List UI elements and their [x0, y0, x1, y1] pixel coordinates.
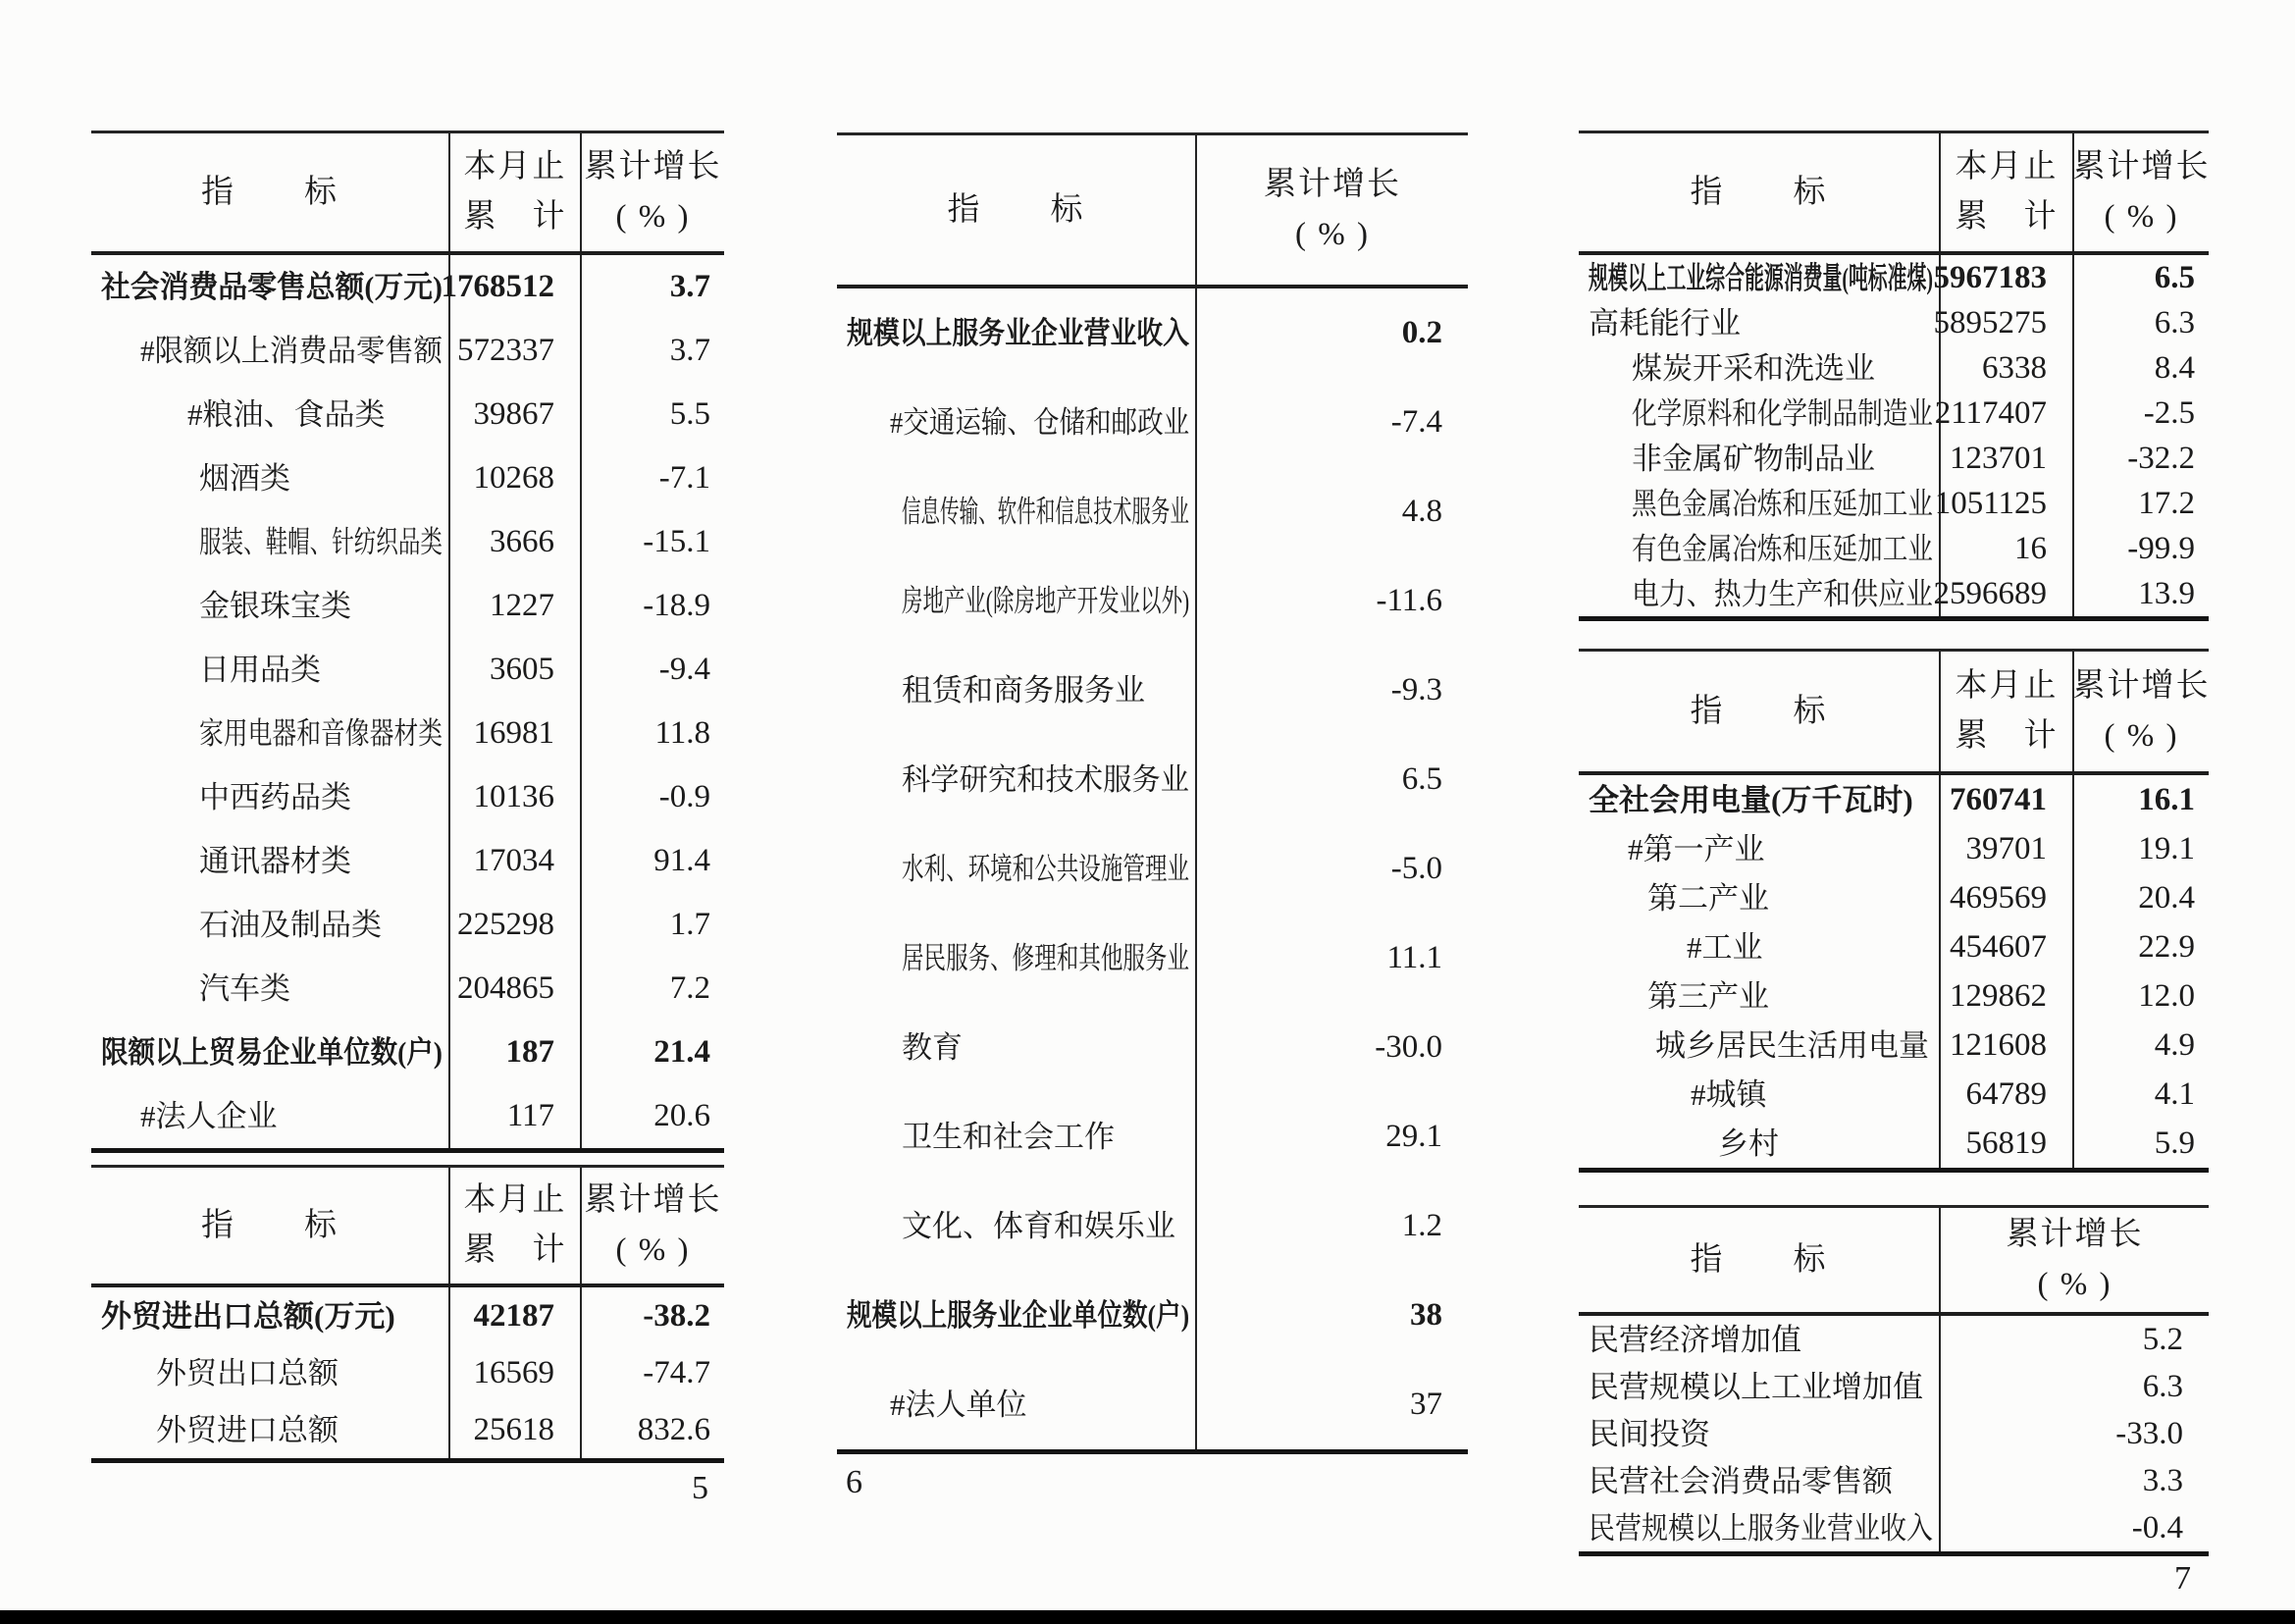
table-row — [1579, 1070, 2209, 1119]
table-row — [1579, 1119, 2209, 1168]
header-cell: 本月止 累 计 — [1939, 652, 2072, 771]
row-label: 化学原料和化学制品制造业 — [1632, 395, 1933, 431]
table-body — [91, 255, 724, 1148]
header-cell: 指 标 — [201, 174, 339, 210]
row-value: 11.8 — [580, 702, 724, 765]
row-value: 1051125 — [1939, 481, 2072, 526]
row-value: 121608 — [1939, 1021, 2072, 1070]
table-body — [91, 1287, 724, 1458]
page-number-left: 5 — [692, 1470, 708, 1506]
row-value: 832.6 — [580, 1401, 724, 1458]
table-row — [91, 319, 724, 383]
row-value: 29.1 — [1195, 1092, 1468, 1181]
table-row — [837, 288, 1468, 378]
table-row — [91, 1287, 724, 1344]
row-value: 6.3 — [1939, 1363, 2209, 1410]
row-label: #法人单位 — [890, 1388, 1027, 1422]
row-label: 外贸进出口总额(万元) — [101, 1298, 395, 1334]
row-value: 20.4 — [2072, 873, 2209, 922]
row-label: 信息传输、软件和信息技术服务业 — [902, 495, 1189, 529]
row-value: 3.7 — [580, 255, 724, 319]
row-label: 租赁和商务服务业 — [902, 673, 1145, 707]
row-value: 38 — [1195, 1271, 1468, 1360]
row-value: -74.7 — [580, 1344, 724, 1401]
table-row — [91, 446, 724, 510]
table-row — [91, 1401, 724, 1458]
table-header — [1579, 1208, 2209, 1316]
table-row — [1579, 1021, 2209, 1070]
table-body — [1579, 1316, 2209, 1551]
table-row — [1579, 1504, 2209, 1551]
row-value: -33.0 — [1939, 1410, 2209, 1457]
row-value: 1227 — [448, 574, 580, 638]
row-label: 第三产业 — [1647, 978, 1769, 1014]
row-value: 3666 — [448, 510, 580, 574]
table-body — [1579, 255, 2209, 616]
row-label: 通讯器材类 — [199, 844, 351, 878]
row-label: 水利、环境和公共设施管理业 — [902, 852, 1189, 886]
header-cell: 累计增长 ( % ) — [2072, 652, 2209, 771]
table-row — [1579, 526, 2209, 571]
header-cell: 指 标 — [1690, 1241, 1828, 1278]
row-value: 10136 — [448, 765, 580, 829]
row-value: -9.3 — [1195, 646, 1468, 735]
table-row — [1579, 1410, 2209, 1457]
row-value: 21.4 — [580, 1021, 724, 1084]
table-foreign-trade — [91, 1165, 724, 1463]
row-label: 电力、热力生产和供应业 — [1632, 576, 1933, 611]
row-value: 1.2 — [1195, 1181, 1468, 1271]
row-label: #法人企业 — [140, 1099, 278, 1133]
table-body — [837, 288, 1468, 1449]
row-value: -32.2 — [2072, 436, 2209, 481]
row-label: 日用品类 — [199, 653, 321, 687]
row-label: 民营社会消费品零售额 — [1589, 1463, 1893, 1498]
row-label: 文化、体育和娱乐业 — [902, 1209, 1175, 1243]
table-row — [837, 556, 1468, 646]
table-header — [91, 1168, 724, 1287]
row-label: 民营经济增加值 — [1589, 1322, 1801, 1357]
table-services-revenue — [837, 132, 1468, 1454]
table-body — [1579, 775, 2209, 1168]
row-value: -5.0 — [1195, 824, 1468, 914]
row-label: 房地产业(除房地产开发业以外) — [902, 584, 1190, 618]
row-label: 卫生和社会工作 — [902, 1120, 1115, 1154]
row-value: 42187 — [448, 1287, 580, 1344]
table-row — [837, 1271, 1468, 1360]
row-value: 22.9 — [2072, 922, 2209, 971]
row-value: 8.4 — [2072, 345, 2209, 391]
row-value: 454607 — [1939, 922, 2072, 971]
table-row — [1579, 481, 2209, 526]
row-label: 乡村 — [1718, 1126, 1779, 1161]
row-label: 煤炭开采和洗选业 — [1632, 350, 1875, 386]
header-cell: 累计增长 ( % ) — [2072, 133, 2209, 251]
row-label: 社会消费品零售总额(万元) — [101, 270, 443, 304]
table-row — [837, 378, 1468, 467]
table-row — [91, 1021, 724, 1084]
row-label: 民营规模以上服务业营业收入 — [1589, 1510, 1934, 1545]
row-value: 7.2 — [580, 957, 724, 1021]
row-label: 汽车类 — [199, 971, 290, 1006]
row-value: 123701 — [1939, 436, 2072, 481]
table-row — [91, 957, 724, 1021]
table-row — [1579, 873, 2209, 922]
table-row — [91, 510, 724, 574]
row-value: 6.5 — [1195, 735, 1468, 824]
row-value: 129862 — [1939, 971, 2072, 1021]
table-row — [91, 383, 724, 446]
row-value: -18.9 — [580, 574, 724, 638]
row-value: 37 — [1195, 1360, 1468, 1449]
row-value: -0.4 — [1939, 1504, 2209, 1551]
row-label: 民营规模以上工业增加值 — [1589, 1369, 1923, 1404]
row-value: -99.9 — [2072, 526, 2209, 571]
row-value: 225298 — [448, 893, 580, 957]
table-row — [1579, 1363, 2209, 1410]
table-row — [1579, 1316, 2209, 1363]
header-cell: 本月止 累 计 — [448, 1168, 580, 1283]
row-value: 572337 — [448, 319, 580, 383]
row-value: -0.9 — [580, 765, 724, 829]
row-value: 4.8 — [1195, 467, 1468, 556]
row-label: 服装、鞋帽、针纺织品类 — [199, 525, 443, 559]
row-value: 5.5 — [580, 383, 724, 446]
table-row — [1579, 971, 2209, 1021]
table-row — [91, 829, 724, 893]
row-label: 石油及制品类 — [199, 908, 382, 942]
row-label: 外贸出口总额 — [156, 1355, 339, 1390]
row-value: 1768512 — [448, 255, 580, 319]
row-value: 13.9 — [2072, 571, 2209, 616]
row-value: 19.1 — [2072, 824, 2209, 873]
row-label: 非金属矿物制品业 — [1632, 441, 1875, 476]
row-label: 规模以上服务业企业单位数(户) — [847, 1298, 1190, 1333]
table-electricity-usage — [1579, 649, 2209, 1173]
table-row — [837, 735, 1468, 824]
row-value: -7.4 — [1195, 378, 1468, 467]
row-label: 城乡居民生活用电量 — [1655, 1027, 1929, 1063]
table-energy-consumption — [1579, 131, 2209, 621]
row-label: 金银珠宝类 — [199, 589, 351, 623]
row-label: 规模以上服务业企业营业收入 — [847, 316, 1189, 350]
table-header — [91, 133, 724, 255]
row-value: 64789 — [1939, 1070, 2072, 1119]
row-value: -9.4 — [580, 638, 724, 702]
table-header — [837, 135, 1468, 288]
row-value: 16981 — [448, 702, 580, 765]
table-row — [91, 255, 724, 319]
row-label: #交通运输、仓储和邮政业 — [890, 405, 1190, 440]
table-row — [1579, 391, 2209, 436]
table-row — [91, 1084, 724, 1148]
table-private-economy — [1579, 1205, 2209, 1556]
row-value: 2117407 — [1939, 391, 2072, 436]
row-value: 4.9 — [2072, 1021, 2209, 1070]
table-row — [1579, 1457, 2209, 1504]
header-cell: 指 标 — [947, 191, 1085, 228]
row-value: 187 — [448, 1021, 580, 1084]
header-cell: 累计增长 ( % ) — [580, 1168, 724, 1283]
row-value: -30.0 — [1195, 1003, 1468, 1092]
row-label: #第一产业 — [1628, 831, 1765, 866]
row-label: 全社会用电量(万千瓦时) — [1589, 782, 1913, 817]
row-value: 17.2 — [2072, 481, 2209, 526]
row-value: 5895275 — [1939, 300, 2072, 345]
table-row — [91, 765, 724, 829]
table-row — [837, 1360, 1468, 1449]
row-value: 3.3 — [1939, 1457, 2209, 1504]
table-row — [1579, 571, 2209, 616]
row-label: 家用电器和音像器材类 — [199, 716, 443, 751]
row-value: 204865 — [448, 957, 580, 1021]
row-value: 3.7 — [580, 319, 724, 383]
row-value: 25618 — [448, 1401, 580, 1458]
row-value: 1.7 — [580, 893, 724, 957]
table-row — [837, 914, 1468, 1003]
row-label: 限额以上贸易企业单位数(户) — [101, 1035, 443, 1070]
table-row — [837, 467, 1468, 556]
header-cell: 累计增长 ( % ) — [1939, 1208, 2209, 1312]
table-row — [91, 893, 724, 957]
row-value: 6.5 — [2072, 255, 2209, 300]
table-row — [91, 574, 724, 638]
row-label: #城镇 — [1691, 1076, 1767, 1112]
table-row — [91, 1344, 724, 1401]
row-value: 20.6 — [580, 1084, 724, 1148]
row-value: 2596689 — [1939, 571, 2072, 616]
header-cell: 指 标 — [1690, 693, 1828, 729]
row-value: 39701 — [1939, 824, 2072, 873]
row-value: 469569 — [1939, 873, 2072, 922]
row-value: 11.1 — [1195, 914, 1468, 1003]
header-cell: 累计增长 ( % ) — [1195, 135, 1468, 285]
table-row — [1579, 300, 2209, 345]
row-value: 760741 — [1939, 775, 2072, 824]
table-retail-sales — [91, 131, 724, 1153]
table-row — [1579, 345, 2209, 391]
table-row — [1579, 775, 2209, 824]
row-value: -38.2 — [580, 1287, 724, 1344]
row-label: #粮油、食品类 — [187, 397, 386, 432]
table-row — [837, 1003, 1468, 1092]
table-row — [837, 1181, 1468, 1271]
table-row — [1579, 824, 2209, 873]
table-header — [1579, 652, 2209, 775]
row-value: 5.9 — [2072, 1119, 2209, 1168]
table-row — [1579, 436, 2209, 481]
row-label: 外贸进口总额 — [156, 1412, 339, 1447]
header-cell: 累计增长 ( % ) — [580, 133, 724, 251]
table-header — [1579, 133, 2209, 255]
table-row — [837, 646, 1468, 735]
row-label: 烟酒类 — [199, 461, 290, 496]
row-value: 117 — [448, 1084, 580, 1148]
row-label: 中西药品类 — [199, 780, 351, 814]
table-row — [837, 824, 1468, 914]
header-cell: 本月止 累 计 — [448, 133, 580, 251]
header-cell: 指 标 — [1690, 174, 1828, 210]
row-value: -11.6 — [1195, 556, 1468, 646]
table-row — [1579, 922, 2209, 971]
row-label: 高耗能行业 — [1589, 305, 1741, 341]
row-value: 6338 — [1939, 345, 2072, 391]
header-cell: 本月止 累 计 — [1939, 133, 2072, 251]
footer-bar — [0, 1610, 2295, 1624]
row-value: 91.4 — [580, 829, 724, 893]
row-value: 4.1 — [2072, 1070, 2209, 1119]
row-label: 民间投资 — [1589, 1416, 1710, 1451]
row-label: 科学研究和技术服务业 — [902, 762, 1189, 797]
row-value: 16569 — [448, 1344, 580, 1401]
row-value: 16 — [1939, 526, 2072, 571]
row-value: 3605 — [448, 638, 580, 702]
row-value: 0.2 — [1195, 288, 1468, 378]
row-label: 第二产业 — [1647, 880, 1769, 916]
page-number-middle: 6 — [846, 1464, 862, 1500]
row-value: 17034 — [448, 829, 580, 893]
row-value: 5967183 — [1939, 255, 2072, 300]
table-row — [91, 702, 724, 765]
table-row — [1579, 255, 2209, 300]
row-value: 12.0 — [2072, 971, 2209, 1021]
row-label: 居民服务、修理和其他服务业 — [902, 941, 1189, 975]
row-label: 教育 — [902, 1030, 963, 1065]
row-value: 5.2 — [1939, 1316, 2209, 1363]
page-number-right: 7 — [2174, 1560, 2191, 1597]
row-value: -15.1 — [580, 510, 724, 574]
table-row — [91, 638, 724, 702]
row-value: 10268 — [448, 446, 580, 510]
row-value: -2.5 — [2072, 391, 2209, 436]
row-value: 39867 — [448, 383, 580, 446]
row-value: 6.3 — [2072, 300, 2209, 345]
row-value: 56819 — [1939, 1119, 2072, 1168]
row-label: #限额以上消费品零售额 — [140, 334, 443, 368]
row-label: #工业 — [1687, 929, 1763, 965]
table-row — [837, 1092, 1468, 1181]
row-label: 有色金属冶炼和压延加工业 — [1632, 531, 1933, 566]
row-label: 黑色金属冶炼和压延加工业 — [1632, 486, 1933, 521]
header-cell: 指 标 — [201, 1207, 339, 1243]
row-label: 规模以上工业综合能源消费量(吨标准煤) — [1589, 260, 1934, 295]
row-value: 16.1 — [2072, 775, 2209, 824]
row-value: -7.1 — [580, 446, 724, 510]
